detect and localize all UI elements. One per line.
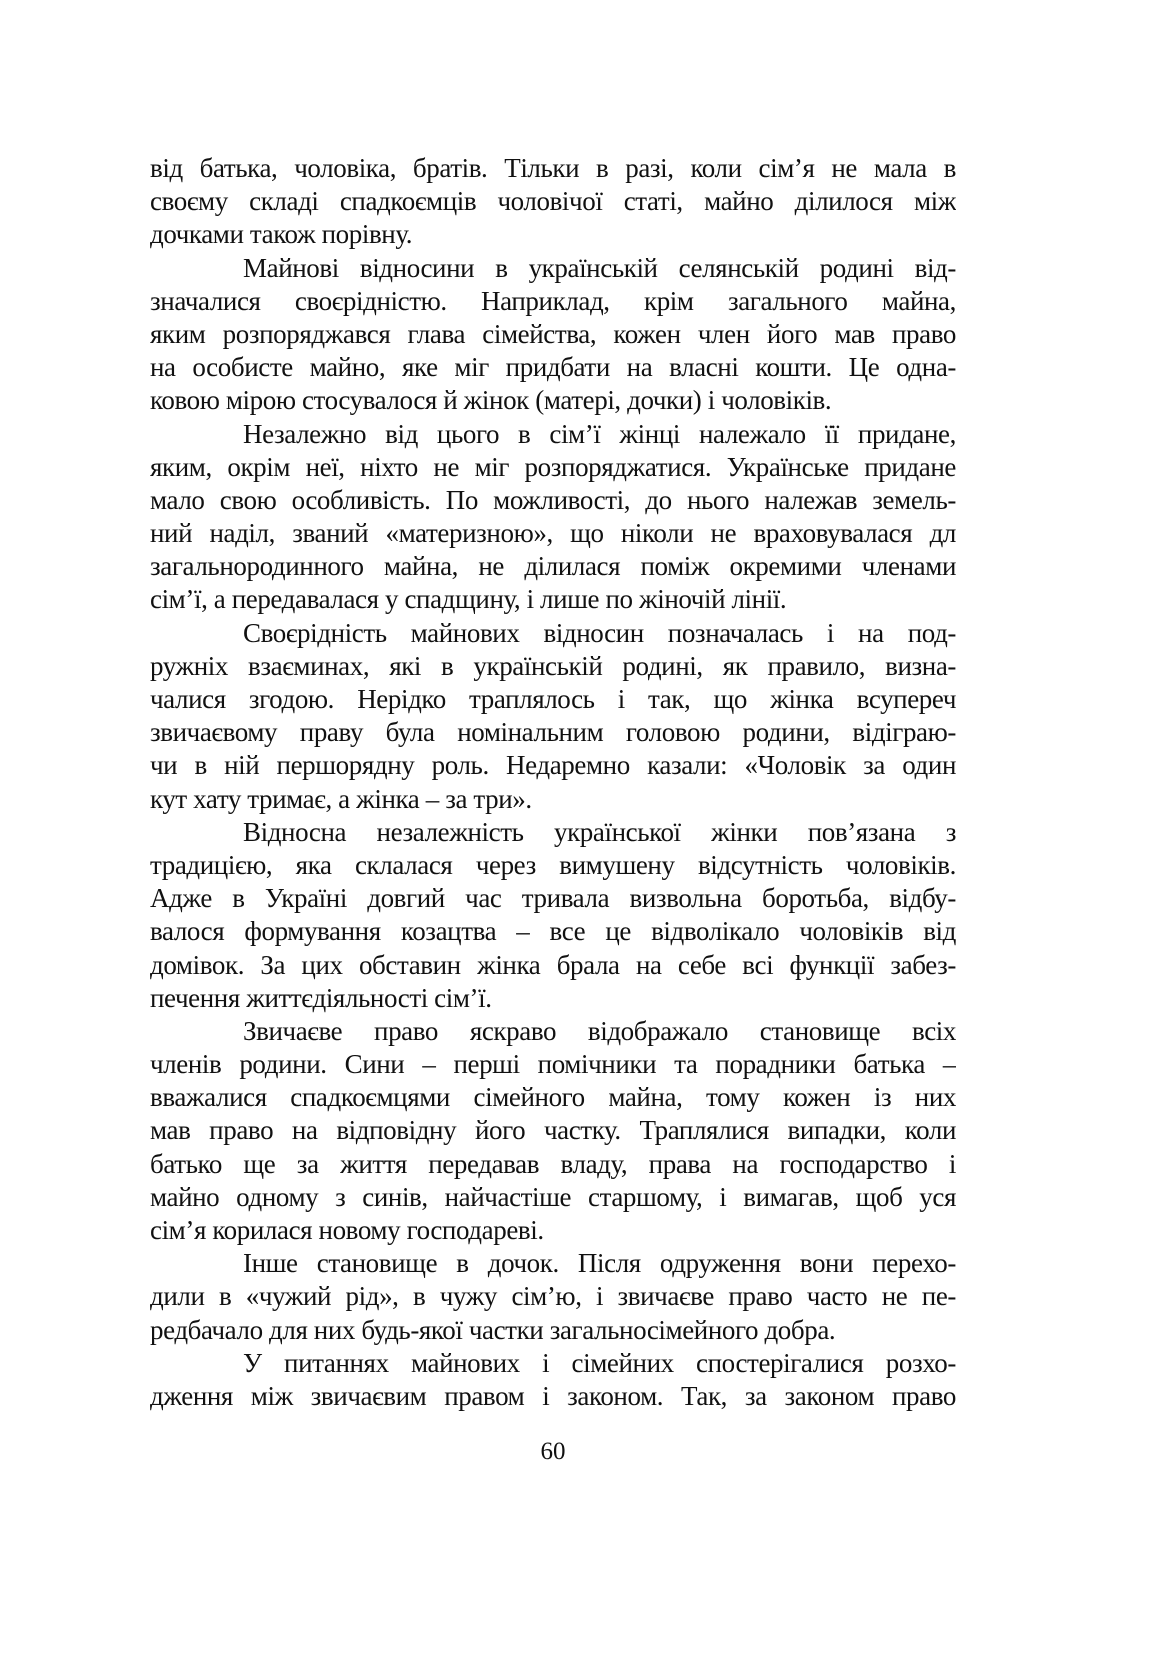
text-line: членів родини. Сини – перші помічники та порадники батька –: [150, 1049, 956, 1080]
text-line: яким, окрім неї, ніхто не міг розпоряджатися. Українське придане: [150, 451, 956, 482]
text-line: валося формування козацтва – все це відволікало чоловіків від: [150, 916, 956, 947]
text-line: печення життєдіяльності сім’ї.: [150, 982, 492, 1013]
text-line: ковою мірою стосувалося й жінок (матері, дочки) і чоловіків.: [150, 385, 832, 416]
text-line: Адже в Україні довгий час тривала визвольна боротьба, відбу-: [150, 883, 956, 914]
text-line: дження між звичаєвим правом і законом. Так, за законом право: [150, 1380, 956, 1411]
text-line: мало свою особливість. По можливості, до нього належав земель-: [150, 484, 956, 515]
text-line: своєму складі спадкоємців чоловічої статі, майно ділилося між: [150, 186, 956, 217]
text-line: значалися своєрідністю. Наприклад, крім загального майна,: [150, 285, 956, 316]
text-line: традицією, яка склалася через вимушену відсутність чоловіків.: [150, 849, 956, 880]
text-line: мав право на відповідну його частку. Траплялися випадки, коли: [150, 1115, 956, 1146]
text-line: кут хату тримає, а жінка – за три».: [150, 783, 532, 814]
text-line: батько ще за життя передавав владу, права на господарство і: [150, 1148, 956, 1179]
text-line: сім’ї, а передавалася у спадщину, і лише по жіночій лінії.: [150, 584, 787, 615]
text-line: Незалежно від цього в сім’ї жінці належало її придане,: [243, 418, 956, 449]
text-line: домівок. За цих обставин жінка брала на себе всі функції забез-: [150, 949, 956, 980]
text-line: яким розпоряджався глава сімейства, кожен член його мав право: [150, 318, 956, 349]
text-line: Звичаєве право яскраво відображало становище всіх: [243, 1015, 956, 1046]
text-line: майно одному з синів, найчастіше старшому, і вимагав, щоб уся: [150, 1181, 956, 1212]
page-number: 60: [540, 1438, 566, 1465]
text-line: вважалися спадкоємцями сімейного майна, тому кожен із них: [150, 1082, 956, 1113]
text-line: ний наділ, званий «материзною», що ніколи не враховувалася дл: [150, 518, 956, 549]
text-line: Відносна незалежність української жінки пов’язана з: [243, 816, 956, 847]
text-line: від батька, чоловіка, братів. Тільки в разі, коли сім’я не мала в: [150, 153, 956, 183]
text-line: ружніх взаєминах, які в українській родині, як правило, визна-: [150, 650, 956, 681]
text-line: У питаннях майнових і сімейних спостерігалися розхо-: [243, 1347, 956, 1378]
text-line: сім’я корилася новому господареві.: [150, 1215, 544, 1245]
body-text: [150, 152, 956, 1413]
text-line: звичаєвому праву була номінальним головою родини, відіграю-: [150, 717, 956, 748]
text-line: редбачало для них будь-якої частки загальносімейного добра.: [150, 1314, 836, 1345]
text-line: Інше становище в дочок. Після одруження вони перехо-: [243, 1248, 956, 1279]
text-line: Своєрідність майнових відносин позначалась і на под-: [243, 617, 956, 648]
text-line: чи в ній першорядну роль. Недаремно казали: «Чоловік за один: [150, 750, 956, 781]
text-line: Майнові відносини в українській селянській родині від-: [243, 252, 956, 283]
text-line: загальнородинного майна, не ділилася поміж окремими членами: [150, 551, 956, 582]
text-line: чалися згодою. Нерідко траплялось і так, що жінка всупереч: [150, 684, 956, 714]
text-line: на особисте майно, яке міг придбати на власні кошти. Це одна-: [150, 352, 956, 383]
text-line: дочками також порівну.: [150, 219, 413, 250]
text-line: дили в «чужий рід», в чужу сім’ю, і звичаєве право часто не пе-: [150, 1281, 956, 1312]
